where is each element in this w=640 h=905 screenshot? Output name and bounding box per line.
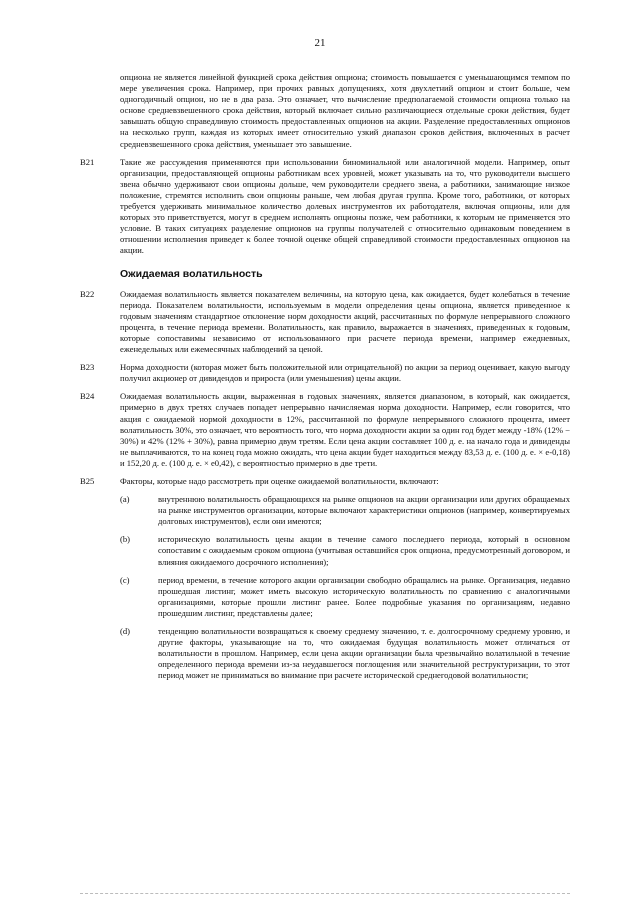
- paragraph-text: Норма доходности (которая может быть положительной или отрицательной) по акции за период оценивает, какую выгоду получил акционер от дивидендов и прироста (или уменьшения) цены акции.: [120, 362, 570, 384]
- paragraph-text: Факторы, которые надо рассмотреть при оценке ожидаемой волатильности, включают:: [120, 476, 439, 486]
- paragraph-b25: [80, 476, 570, 487]
- paragraph-label: B24: [80, 391, 95, 402]
- paragraph-text: Такие же рассуждения применяются при использовании биноминальной или аналогичной модели. Например, опыт организации, предоставляющей опционы работникам всех уровней, может указывать на то, что руководители высшего звена обычно удерживают свои опционы дольше, чем руководители среднего звена, а работники, занимающие низкое положение, стремятся исполнить свои опционы раньше, чем любая другая группа. Кроме того, работники, от которых требуется удерживать минимальное количество долевых инструментов их работодателя, включая опционы, или для которых это приветствуется, могут в среднем исполнять опционы позже, чем работники, к которым не применяется это условие. В таких ситуациях разделение опционов на группы получателей с относительно одинаковым поведением в отношении исполнения приведет к более точной оценке общей справедливой стоимости предоставленных опционов на акции.: [120, 156, 570, 256]
- paragraph-label: B22: [80, 288, 95, 299]
- list-item-label: (a): [120, 494, 130, 505]
- list-item-label: (d): [120, 626, 131, 637]
- list-item-b: [120, 534, 570, 567]
- list-item-label: (c): [120, 574, 130, 585]
- list-item-label: (b): [120, 534, 131, 545]
- paragraph-b22: [80, 289, 570, 356]
- list-item-d: [120, 626, 570, 681]
- list-item-c: [120, 575, 570, 619]
- page-body: [80, 72, 570, 689]
- list-item-text: внутреннюю волатильность обращающихся на рынке опционов на акции организации или других обращаемых на рынке инструментов организации, которые включают характеристики опционов (например, конвертируемых долговых инструментов), если они имеются;: [158, 494, 570, 527]
- list-item-text: историческую волатильность цены акции в течение самого последнего периода, который в основном сопоставим с ожидаемым сроком опциона (учитывая оставшийся срок опциона, предусмотренный договором, и влияния ожидаемого досрочного исполнения);: [158, 534, 570, 567]
- paragraph-text: Ожидаемая волатильность является показателем величины, на которую цена, как ожидается, будет колебаться в течение периода. Показателем волатильности, используемым в модели определения цены опциона, является приведенное к годовым значениям стандартное отклонение норм доходности акций, рассчитанных по формуле непрерывного сложного процента, в течение периода времени. Волатильность, как правило, выражается в значениях, приведенных к годовым, которые сопоставимы независимо от использованного при расчете периода времени, например ежедневных, еженедельных или ежемесячных наблюдений за ценой.: [120, 288, 570, 355]
- paragraph-label: B21: [80, 156, 95, 167]
- paragraph-text: Ожидаемая волатильность акции, выраженная в годовых значениях, является диапазоном, в который, как ожидается, примерно в двух третях случаев попадет непрерывно начисляемая норма доходности. Например, если говорится, что акция с ожидаемой нормой доходности в 12%, рассчитанной по формуле непрерывного сложного процента, имеет волатильность 30%, это означает, что вероятность того, что норма доходности акции за один год будет между -18% (12% − 30%) и 42% (12% + 30%), равна примерно двум третям. Если цена акции составляет 100 д. е. на начало года и дивиденды не выплачиваются, то на конец года можно ожидать, что цена акции будет находиться между 83,53 д. е. (100 д. е. × e-0,18) и 152,20 д. е. (100 д. е. × e0,42), с вероятностью примерно в две трети.: [120, 391, 570, 468]
- page-number: 21: [314, 37, 326, 49]
- paragraph-label: B23: [80, 362, 95, 373]
- paragraph-b23: [80, 362, 570, 384]
- list-item-text: период времени, в течение которого акции организации свободно обращались на рынке. Организация, недавно прошедшая листинг, может иметь высокую историческую волатильность по сравнению с аналогичными организациями, которые прошли листинг ранее. Более подробные указания по организациям, недавно прошедшим листинг, представлены далее;: [158, 574, 570, 618]
- footer-divider: [80, 893, 570, 894]
- paragraph-b24: [80, 391, 570, 469]
- continuation-paragraph: опциона не является линейной функцией срока действия опциона; стоимость повышается с уменьшающимся темпом по мере увеличения срока. Например, при прочих равных допущениях, хотя двухлетний опцион и стоит больше, чем одногодичный опцион, но не в два раза. Это означает, что вычисление предполагаемой стоимости опциона только на основе средневзвешенного срока действия, который включает сильно различающиеся отдельные сроки действия, будет завышать общую справедливую стоимость предоставленных опционов на акции. Разделение предоставленных опционов на несколько групп, каждая из которых имеет относительно узкий диапазон сроков действия, включенных в расчет средневзвешенного срока действия, уменьшает это завышение.: [120, 72, 570, 149]
- list-item-text: тенденцию волатильности возвращаться к своему среднему значению, т. е. долгосрочному среднему уровню, и другие факторы, указывающие на то, что ожидаемая будущая волатильность может отличаться от волатильности в прошлом. Например, если цена акции организации была чрезвычайно волатильной в течение определенного периода времени из-за неудавшегося поглощения или значительной реструктуризации, то этот период может не приниматься во внимание при расчете исторической среднегодовой волатильности;: [158, 626, 570, 681]
- list-item-a: [120, 494, 570, 527]
- section-heading: Ожидаемая волатильность: [120, 267, 263, 280]
- paragraph-b21: [80, 157, 570, 257]
- paragraph-label: B25: [80, 476, 95, 486]
